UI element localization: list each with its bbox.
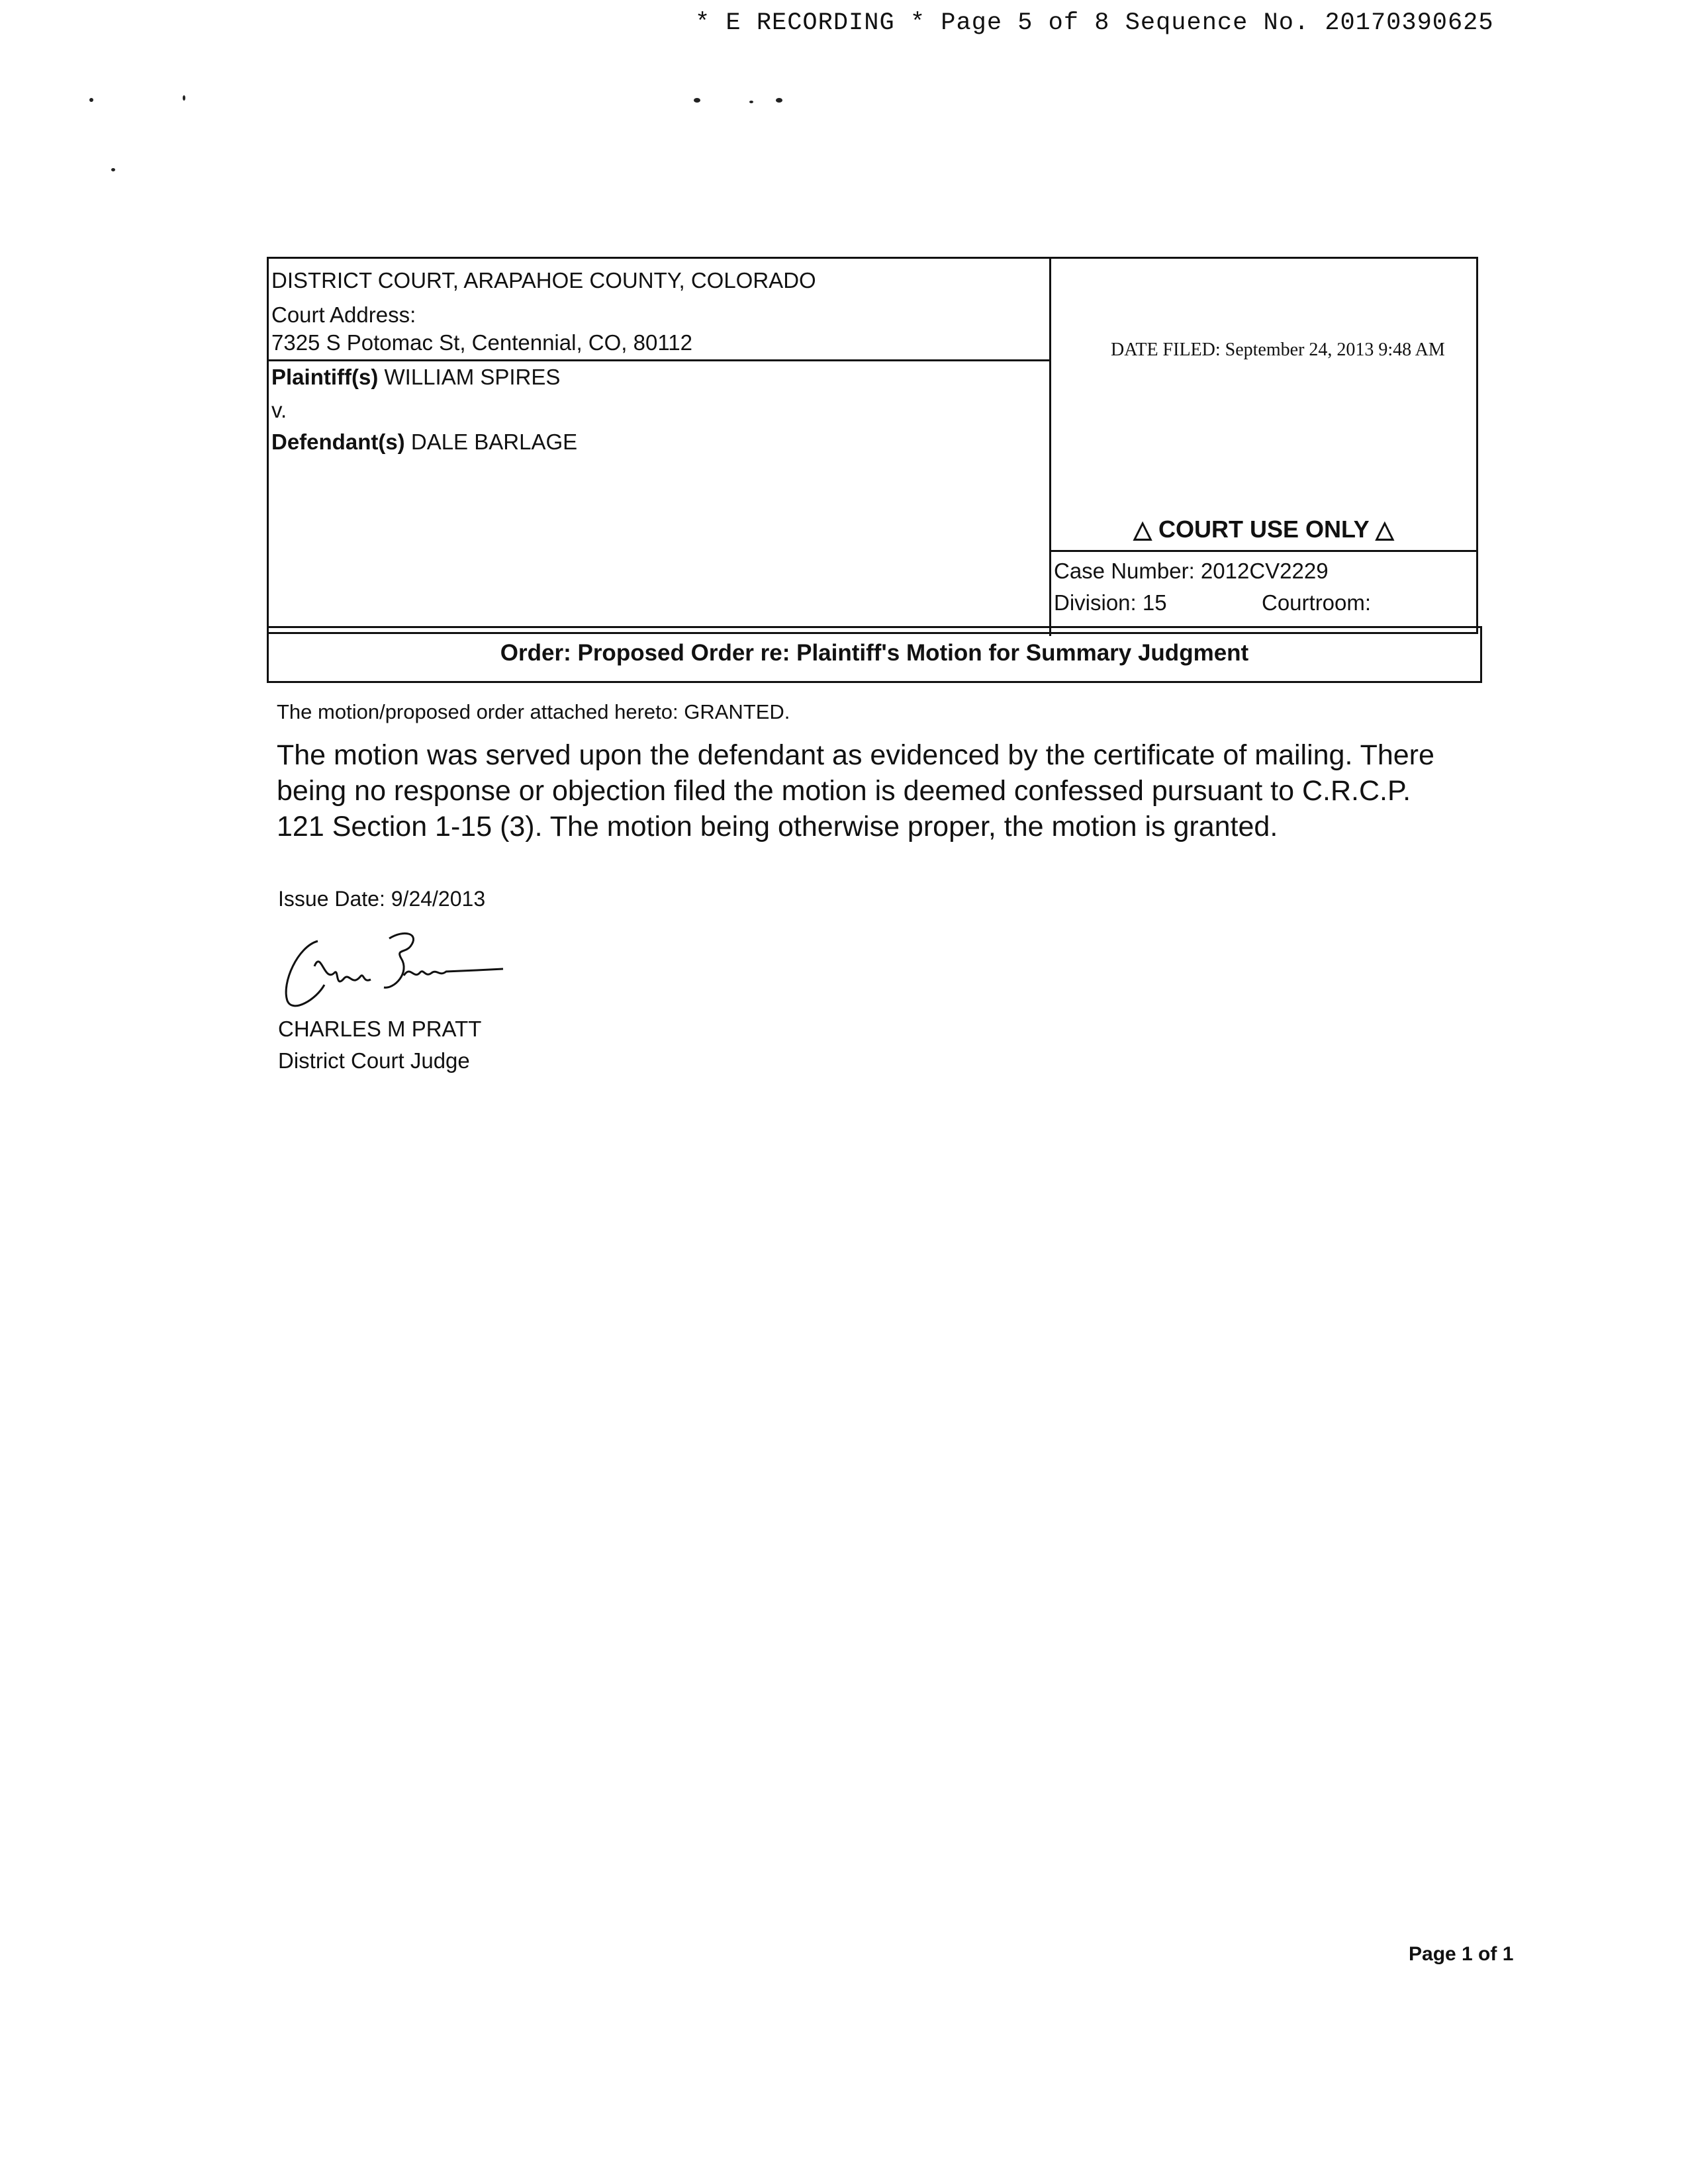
division-label: Division: [1054, 590, 1137, 615]
scan-speck [749, 101, 753, 103]
plaintiff-line [271, 365, 560, 390]
court-address-label: Court Address: [271, 302, 416, 327]
judge-title: District Court Judge [278, 1048, 470, 1073]
defendant-line [271, 430, 577, 455]
ruling-line: The motion/proposed order attached hereto: GRANTED. [277, 700, 790, 723]
parties-column [269, 259, 1051, 636]
order-title: Order: Proposed Order re: Plaintiff's Motion for Summary Judgment [500, 640, 1249, 666]
court-use-only-banner [1051, 516, 1476, 543]
warning-triangle-icon: △ [1376, 516, 1394, 543]
judge-signature [278, 927, 516, 1019]
court-address: 7325 S Potomac St, Centennial, CO, 80112 [271, 330, 692, 355]
division-value: 15 [1142, 590, 1167, 615]
page-number: Page 1 of 1 [1409, 1943, 1514, 1965]
issue-date-line [278, 887, 485, 911]
body-line: 121 Section 1-15 (3). The motion being otherwise proper, the motion is granted. [277, 811, 1278, 842]
scan-speck [694, 98, 700, 103]
courtroom-label: Courtroom: [1262, 590, 1372, 615]
plaintiff-label: Plaintiff(s) [271, 365, 379, 389]
plaintiff-name: WILLIAM SPIRES [384, 365, 561, 389]
court-use-only-label: COURT USE ONLY [1158, 516, 1370, 543]
scan-speck [111, 168, 115, 171]
court-name: DISTRICT COURT, ARAPAHOE COUNTY, COLORADO [271, 268, 816, 293]
issue-date: 9/24/2013 [391, 887, 486, 911]
scan-speck [183, 95, 185, 101]
recording-header: * E RECORDING * Page 5 of 8 Sequence No. 20170390625 [695, 9, 1494, 37]
defendant-label: Defendant(s) [271, 430, 405, 454]
date-filed-stamp: DATE FILED: September 24, 2013 9:48 AM [1111, 340, 1445, 360]
scan-speck [776, 98, 782, 103]
court-use-column [1051, 259, 1476, 636]
versus: v. [271, 398, 287, 422]
division-line [1054, 590, 1167, 615]
body-line: The motion was served upon the defendant as evidenced by the certificate of mailing. There [277, 739, 1434, 771]
defendant-name: DALE BARLAGE [410, 430, 578, 454]
body-line: being no response or objection filed the motion is deemed confessed pursuant to C.R.C.P. [277, 775, 1411, 807]
warning-triangle-icon: △ [1133, 516, 1152, 543]
judge-name: CHARLES M PRATT [278, 1017, 482, 1041]
issue-date-label: Issue Date: [278, 887, 385, 911]
case-caption-box [267, 257, 1478, 634]
case-number-label: Case Number: [1054, 559, 1195, 583]
order-body [277, 737, 1481, 844]
order-title-box [267, 626, 1482, 683]
case-number-line [1054, 559, 1329, 584]
case-number: 2012CV2229 [1200, 559, 1329, 583]
case-info [1051, 550, 1476, 638]
scan-speck [89, 98, 93, 102]
court-info [269, 259, 1049, 361]
